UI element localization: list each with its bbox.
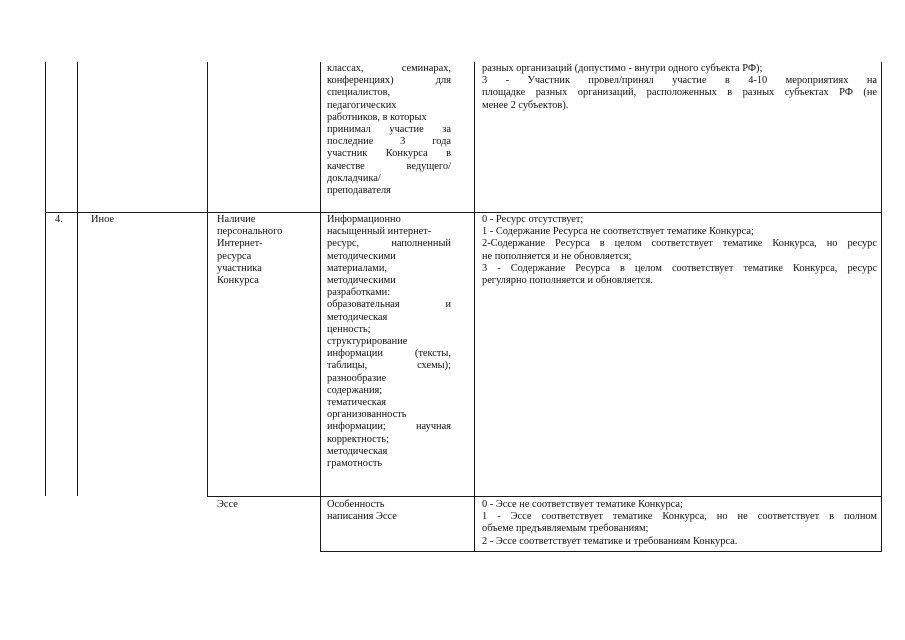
text-line: последние 3 года bbox=[327, 136, 451, 148]
row3-score-cell bbox=[482, 499, 877, 548]
text-line: 3 - Содержание Ресурса в целом соответствует тематике Конкурса, ресурс bbox=[482, 262, 877, 274]
text-line: написания Эссе bbox=[327, 511, 397, 523]
text-line: 1 - Содержание Ресурса не соответствует тематике Конкурса; bbox=[482, 226, 754, 238]
grid-line bbox=[45, 62, 46, 213]
row2-number-cell bbox=[55, 214, 75, 226]
text-line: методическими bbox=[327, 275, 396, 287]
grid-line bbox=[474, 62, 475, 552]
text-line: Эссе bbox=[217, 499, 238, 510]
grid-line bbox=[207, 496, 882, 497]
text-line: методическими bbox=[327, 250, 396, 262]
grid-line bbox=[77, 213, 78, 496]
text-line: организованность bbox=[327, 409, 407, 421]
text-line: 2-Содержание Ресурса в целом соответствует тематике Конкурса, но ресурс bbox=[482, 238, 877, 250]
text-line: разных организаций (допустимо - внутри одного субъекта РФ); bbox=[482, 63, 763, 74]
text-line: разнообразие bbox=[327, 372, 387, 384]
text-line: участника bbox=[217, 262, 262, 274]
row2-indicator-cell bbox=[217, 214, 317, 287]
grid-line bbox=[881, 62, 882, 552]
text-line: Интернет- bbox=[217, 238, 263, 250]
text-line: персонального bbox=[217, 226, 283, 238]
text-line: принимал участие за bbox=[327, 124, 451, 136]
text-line: таблицы, схемы); bbox=[327, 360, 451, 372]
grid-line bbox=[320, 62, 321, 552]
text-line: конференциях) для bbox=[327, 75, 451, 87]
text-line: регулярно пополняется и обновляется. bbox=[482, 275, 653, 287]
text-line: ресурс, наполненный bbox=[327, 238, 451, 250]
text-line: структурирование bbox=[327, 336, 408, 348]
row3-criterion-cell bbox=[327, 499, 451, 523]
text-line: 1 - Эссе соответствует тематике Конкурса, но не соответствует в полном bbox=[482, 511, 877, 523]
text-line: площадке разных организаций, расположенных в разных субъектах РФ (не bbox=[482, 87, 877, 99]
row-number: 4. bbox=[55, 214, 63, 225]
text-line: 0 - Ресурс отсутствует; bbox=[482, 214, 584, 225]
text-line: разработками: bbox=[327, 287, 391, 299]
text-line: специалистов, bbox=[327, 87, 391, 99]
text-line: образовательная и bbox=[327, 299, 451, 311]
text-line: Особенность bbox=[327, 499, 385, 510]
text-line: не пополняется и не обновляется; bbox=[482, 250, 632, 262]
text-line: тематическая bbox=[327, 397, 387, 409]
grid-line bbox=[45, 212, 882, 213]
text-line: Наличие bbox=[217, 214, 256, 225]
text-line: методическая bbox=[327, 311, 388, 323]
row1-score-cell bbox=[482, 63, 877, 112]
text-line: грамотность bbox=[327, 458, 383, 470]
text-line: участник Конкурса в bbox=[327, 148, 451, 160]
text-line: 3 - Участник провел/принял участие в 4-10 мероприятиях на bbox=[482, 75, 877, 87]
text-line: классах, семинарах, bbox=[327, 63, 451, 74]
row2-section-cell bbox=[91, 214, 201, 226]
grid-line bbox=[77, 62, 78, 213]
text-line: работников, в которых bbox=[327, 111, 427, 123]
text-line: преподавателя bbox=[327, 185, 391, 197]
text-line: 0 - Эссе не соответствует тематике Конкурса; bbox=[482, 499, 683, 510]
text-line: насыщенный интернет- bbox=[327, 226, 432, 238]
text-line: педагогических bbox=[327, 99, 397, 111]
row2-score-cell bbox=[482, 214, 877, 287]
text-line: 2 - Эссе соответствует тематике и требованиям Конкурса. bbox=[482, 535, 738, 547]
row2-criterion-cell bbox=[327, 214, 451, 470]
text-line: содержания; bbox=[327, 384, 383, 396]
text-line: информации; научная bbox=[327, 421, 451, 433]
text-line: менее 2 субъектов). bbox=[482, 99, 569, 111]
grid-line bbox=[320, 551, 882, 552]
text-line: информации (тексты, bbox=[327, 348, 451, 360]
grid-line bbox=[45, 213, 46, 496]
text-line: докладчика/ bbox=[327, 172, 381, 184]
grid-line bbox=[207, 62, 208, 213]
text-line: объеме предъявляемым требованиям; bbox=[482, 523, 649, 535]
row1-criterion-cell bbox=[327, 63, 451, 197]
text-line: корректность; bbox=[327, 433, 389, 445]
text-line: Информационно bbox=[327, 214, 401, 225]
text-line: методическая bbox=[327, 445, 388, 457]
grid-line bbox=[207, 213, 208, 496]
section-title: Иное bbox=[91, 214, 114, 225]
text-line: ценность; bbox=[327, 323, 371, 335]
row3-indicator-cell bbox=[217, 499, 317, 511]
text-line: Конкурса bbox=[217, 275, 259, 287]
text-line: качестве ведущего/ bbox=[327, 160, 451, 172]
text-line: ресурса bbox=[217, 250, 252, 262]
text-line: материалами, bbox=[327, 262, 387, 274]
